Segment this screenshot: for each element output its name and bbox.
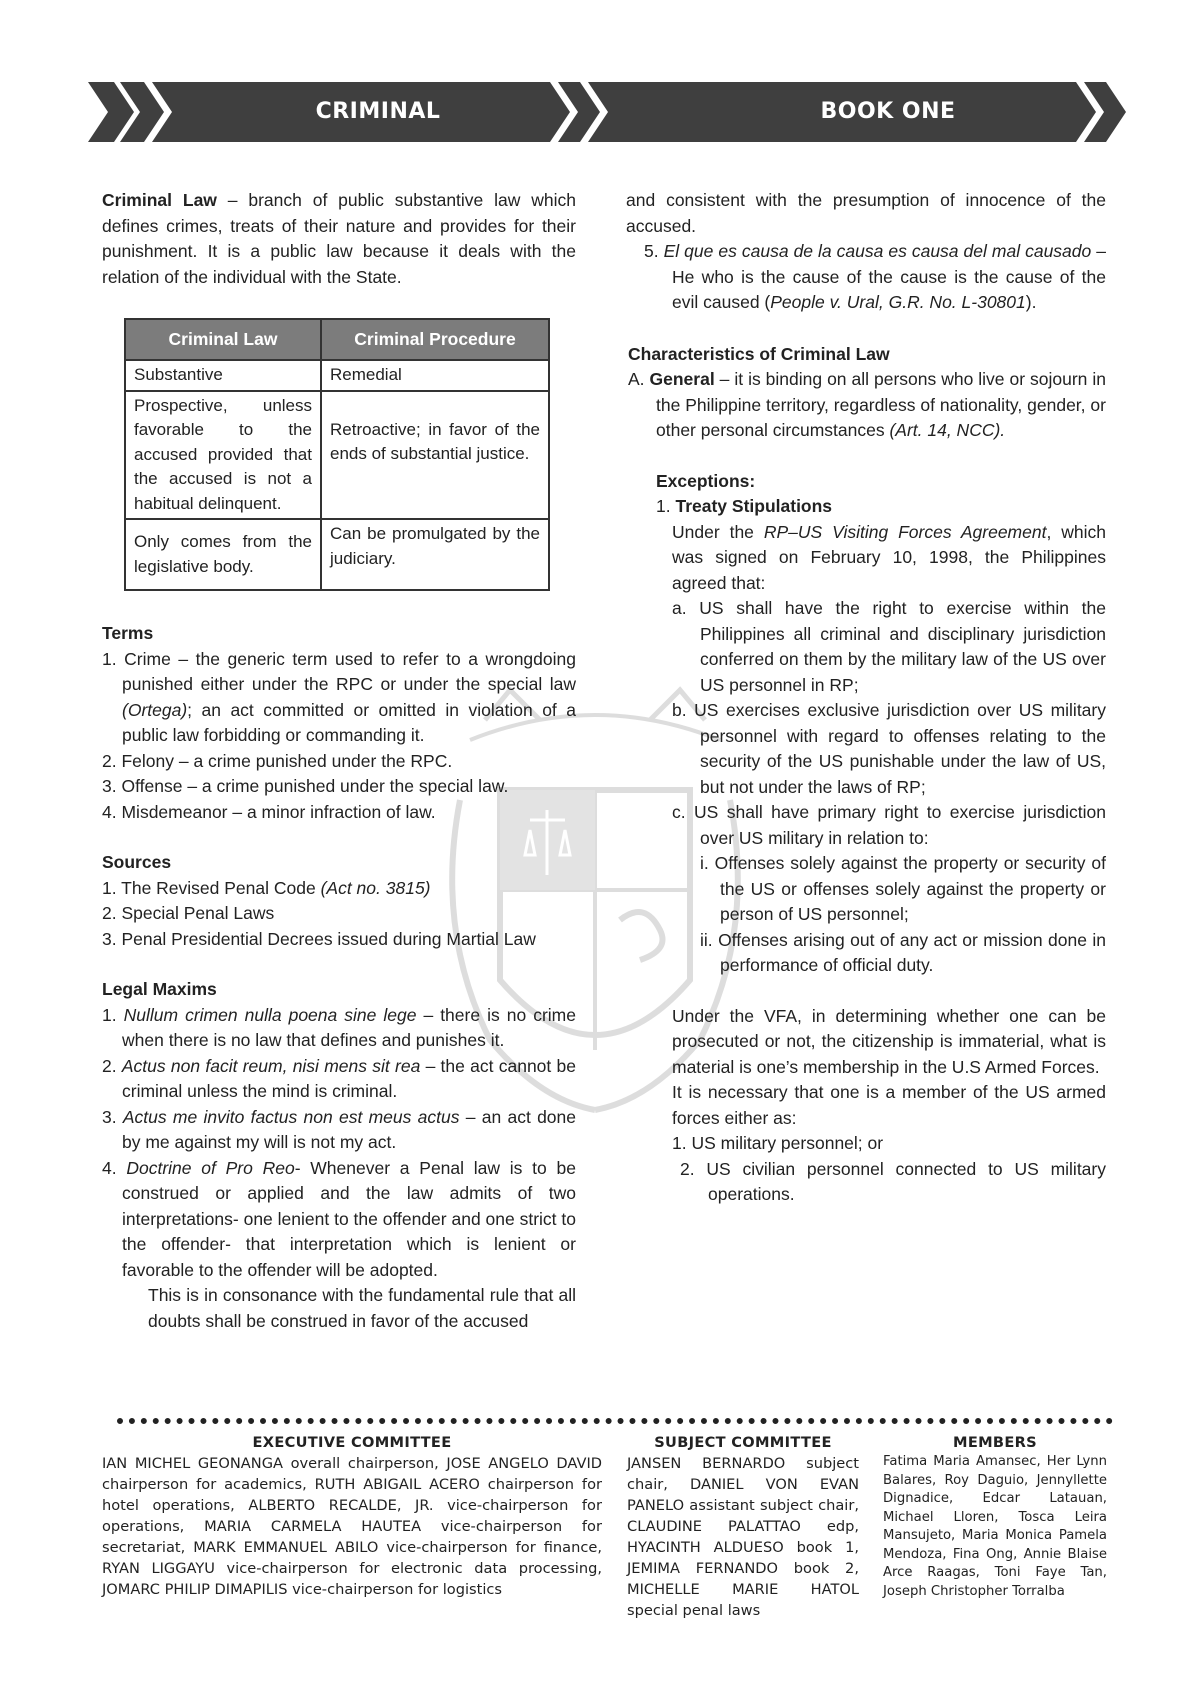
members-text: Fatima Maria Amansec, Her Lynn Balares, Roy Daguio, Jennyllette Dignadice, Edcar Latauan, Michael Lloren, Tosca Leira Mansujeto, Maria Monica Pamela Mendoza, Fina Ong, Annie Blaise Arce Raagas, Toni Faye Tan, Joseph Christopher Torralba: [883, 1454, 1107, 1599]
list-number: 2.: [102, 1055, 117, 1076]
either-item-text: US military personnel; or: [691, 1133, 884, 1153]
list-item: [102, 927, 576, 953]
terms-title: Terms: [102, 623, 154, 643]
list-item: [102, 800, 576, 826]
footer-divider: [117, 1418, 1113, 1424]
list-number: 3.: [102, 928, 117, 949]
sources-title: Sources: [102, 852, 172, 872]
characteristic-text: – it is binding on all persons who live or sojourn in the Philippine territory, regardless of nationality, gender, or other personal circumstances: [656, 369, 1106, 440]
list-letter: a.: [672, 598, 687, 618]
maxim-latin: Actus me invito factus non est meus actus: [122, 1106, 460, 1127]
intro-text: – branch of public substantive law which defines crimes, treats of their nature and provides for their punishment. It is a public law because it deals with the relation of the individual with the State.: [102, 190, 576, 287]
term-text: Felony – a crime punished under the RPC.: [121, 750, 453, 771]
list-number: 1.: [672, 1133, 687, 1153]
members-title: MEMBERS: [953, 1434, 1037, 1451]
list-number: 3.: [102, 776, 117, 796]
table-header-criminal-procedure: Criminal Procedure: [321, 319, 549, 360]
maxim-text: – an act done by me against my will is not my act.: [122, 1106, 576, 1152]
exception-heading: [656, 494, 1106, 520]
executive-committee-title: EXECUTIVE COMMITTEE: [252, 1434, 452, 1451]
maxim-text: ).: [1025, 292, 1037, 312]
list-item: [680, 1157, 1106, 1208]
maxim-latin: El que es causa de la causa es causa del mal causado: [663, 241, 1092, 261]
term-text: Misdemeanor – a minor infraction of law.: [121, 801, 436, 822]
either-item-text: US civilian personnel connected to US military operations.: [706, 1158, 1106, 1204]
subject-committee-title: SUBJECT COMMITTEE: [654, 1434, 832, 1451]
exception-item-text: US exercises exclusive jurisdiction over US military personnel with regard to offenses relating to the security of the US punishable under the law of US, but not under the laws of RP;: [694, 700, 1106, 797]
list-item: [102, 647, 576, 749]
exception-item-text: US shall have the right to exercise within the Philippines all criminal and disciplinary jurisdiction conferred on them by the military law of the US over US personnel in RP;: [699, 598, 1106, 695]
list-item: [102, 901, 576, 927]
characteristics-title: Characteristics of Criminal Law: [628, 343, 890, 364]
list-item: [102, 1105, 576, 1156]
subject-committee: [627, 1432, 859, 1621]
maxim-latin: Nullum crimen nulla poena sine lege: [123, 1004, 417, 1025]
term-head: Crime: [124, 648, 171, 669]
list-item: [628, 367, 1106, 444]
maxim-text: – the act cannot be criminal unless the mind is criminal.: [122, 1055, 577, 1101]
term-text: ; an act committed or omitted in violation of a public law forbidding or commanding it.: [122, 699, 576, 745]
list-number: 2.: [102, 750, 117, 771]
right-column: [626, 188, 1106, 1208]
list-number: 1.: [102, 648, 117, 669]
maxim-latin: Doctrine of Pro Reo: [126, 1157, 295, 1178]
continuation-text: [586, 188, 1106, 239]
executive-committee-text: IAN MICHEL GEONANGA overall chairperson, JOSE ANGELO DAVID chairperson for academics, RUTH ABIGAIL ACERO chairperson for hotel operations, ALBERTO RECALDE, JR. vice-chairperson for operations, MARIA CARMELA HAUTEA vice-chairperson for secretariat, MARK EMMANUEL ABILO vice-chairperson for finance, RYAN LIGGAYU vice-chairperson for electronic data processing, JOMARC PHILIP DIMAPILIS vice-chairperson for logistics: [102, 1455, 602, 1598]
table-row: [125, 391, 549, 520]
table-row: [125, 519, 549, 590]
source-text: The Revised Penal Code: [121, 877, 321, 898]
list-number: 4.: [102, 1157, 117, 1178]
list-item: [672, 596, 1106, 698]
list-item: [644, 239, 1106, 316]
exception-item-text: US shall have primary right to exercise jurisdiction over US military in relation to:: [694, 802, 1106, 848]
comparison-table: [124, 318, 550, 591]
banner-right-title: BOOK ONE: [820, 99, 956, 124]
list-number: 1.: [102, 1004, 117, 1025]
source-text: Special Penal Laws: [121, 903, 275, 923]
intro-term: Criminal Law: [102, 190, 217, 210]
characteristic-citation: (Art. 14, NCC).: [889, 420, 1006, 440]
list-item: [656, 1131, 1106, 1157]
sub-item-text: Offenses arising out of any act or mission done in performance of official duty.: [718, 929, 1106, 975]
maxim-text: – He who is the cause of the cause is the cause of the evil caused (: [672, 241, 1106, 312]
source-text: Penal Presidential Decrees issued during Martial Law: [121, 928, 536, 949]
list-number: i.: [700, 853, 709, 873]
exceptions-block: [632, 469, 1106, 1208]
list-number: 3.: [102, 1106, 117, 1127]
list-item: [102, 774, 576, 800]
list-number: 5.: [644, 241, 659, 261]
term-text: Offense – a crime punished under the special law.: [121, 776, 509, 796]
list-item: [672, 698, 1106, 800]
list-item: [102, 1054, 576, 1105]
sub-item-text: Offenses solely against the property or security of the US or offenses solely against the property or person of US personnel;: [714, 853, 1106, 924]
maxim-latin: Actus non facit reum, nisi mens sit rea: [121, 1055, 421, 1076]
maxim-continuation: This is in consonance with the fundamental rule that all doubts shall be construed in favor of the accused: [148, 1285, 576, 1331]
list-number: 4.: [102, 801, 117, 822]
list-number: 2.: [102, 903, 117, 923]
list-item: [102, 876, 576, 902]
members: [883, 1432, 1107, 1601]
table-cell: Substantive: [125, 360, 321, 391]
term-text: – the generic term used to refer to a wrongdoing punished either under the RPC or under the special law: [122, 648, 576, 694]
term-citation: (Ortega): [122, 699, 188, 720]
list-letter: A.: [628, 369, 645, 389]
subject-committee-text: JANSEN BERNARDO subject chair, DANIEL VON EVAN PANELO assistant subject chair, CLAUDINE PALATTAO edp, HYACINTH ALDUESO book 1, JEMIMA FERNANDO book 2, MICHELLE MARIE HATOL special penal laws: [627, 1455, 859, 1619]
maxim-citation: People v. Ural, G.R. No. L-30801: [770, 292, 1026, 312]
list-item: [672, 800, 1106, 851]
exception-head: Treaty Stipulations: [675, 496, 833, 516]
list-item: [700, 851, 1106, 928]
exception-intro: [656, 520, 1106, 597]
left-column: [102, 188, 576, 1334]
table-cell: Remedial: [321, 360, 549, 391]
necessary-paragraph: It is necessary that one is a member of the US armed forces either as:: [672, 1082, 1106, 1128]
table-cell: Retroactive; in favor of the ends of substantial justice.: [321, 391, 549, 520]
executive-committee: [102, 1432, 602, 1600]
list-item: [102, 1156, 576, 1284]
header-banner: [88, 82, 1128, 184]
banner-left-title: CRIMINAL LAW: [315, 99, 441, 184]
list-number: 1.: [102, 877, 117, 898]
maxim-text: - Whenever a Penal law is to be construed or applied and the law admits of two interpretations- one lenient to the offender and one strict to the offender- that interpretation which is lenient or favorable to the offender will be adopted.: [122, 1157, 577, 1280]
table-row: [125, 360, 549, 391]
list-letter: c.: [672, 802, 686, 822]
vfa-paragraph: Under the VFA, in determining whether one can be prosecuted or not, the citizenship is immaterial, what is material is one’s membership in the U.S Armed Forces.: [672, 1005, 1106, 1077]
list-item: [102, 1003, 576, 1054]
list-number: ii.: [700, 929, 713, 950]
intro-paragraph: [102, 188, 576, 290]
list-item: [102, 749, 576, 775]
table-header-criminal-law: Criminal Law: [125, 319, 321, 360]
source-citation: (Act no. 3815): [320, 877, 431, 898]
maxim-text: – there is no crime when there is no law that defines and punishes it.: [122, 1004, 576, 1050]
list-item: [700, 928, 1106, 979]
exception-text: Under the: [672, 521, 764, 542]
list-letter: b.: [672, 700, 687, 720]
exceptions-title: Exceptions:: [656, 470, 756, 491]
list-number: 1.: [656, 496, 671, 516]
table-cell: Can be promulgated by the judiciary.: [321, 519, 549, 590]
exception-agreement: RP–US Visiting Forces Agreement: [763, 521, 1047, 542]
exception-text: , which was signed on February 10, 1998, the Philippines agreed that:: [672, 521, 1106, 593]
table-cell: Only comes from the legislative body.: [125, 519, 321, 590]
list-number: 2.: [680, 1158, 695, 1179]
continuation-line: and consistent with the presumption of innocence of the accused.: [626, 190, 1106, 236]
table-cell: Prospective, unless favorable to the accused provided that the accused is not a habitual delinquent.: [125, 391, 321, 520]
maxims-title: Legal Maxims: [102, 979, 217, 999]
characteristic-head: General: [649, 369, 715, 389]
